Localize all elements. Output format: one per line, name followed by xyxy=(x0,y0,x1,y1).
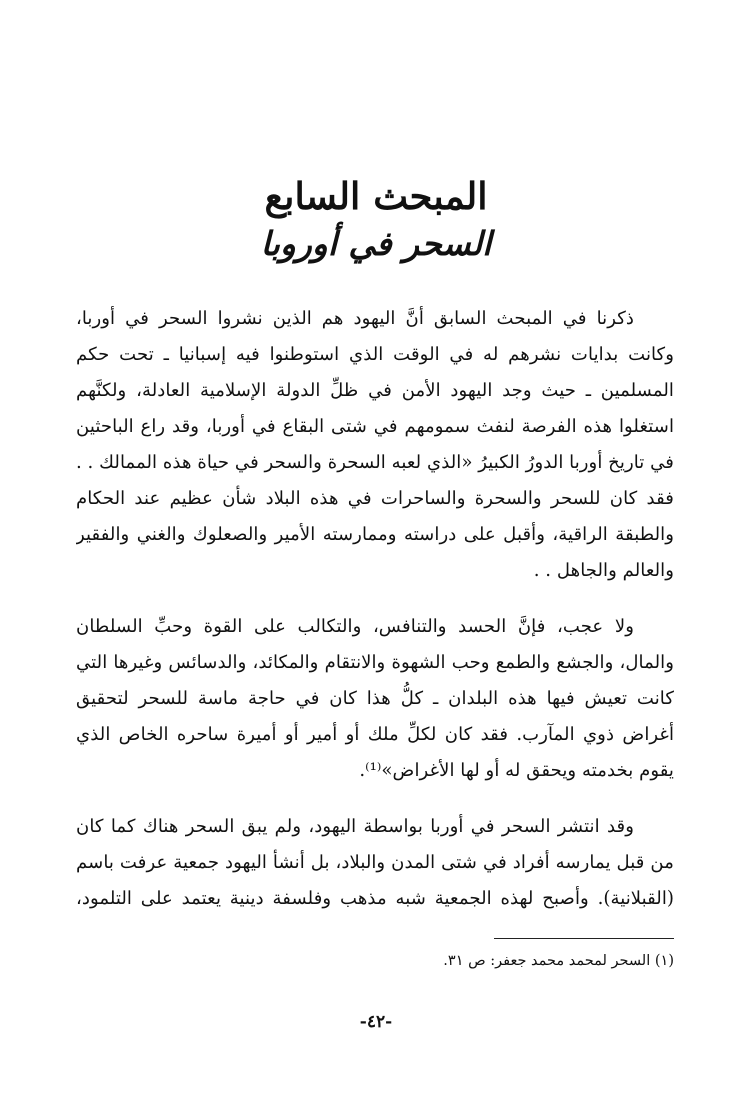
body-line: من قبل يمارسه أفراد في شتى المدن والبلاد، بل أنشأ اليهود جمعية عرفت باسم xyxy=(76,852,674,873)
page-number: -٤٢- xyxy=(359,1012,393,1032)
body-line: ذكرنا في المبحث السابق أنَّ اليهود هم الذين نشروا السحر في أوربا، xyxy=(76,308,634,329)
body-line: أغراض ذوي المآرب. فقد كان لكلِّ ملك أو أمير أو أميرة ساحره الخاص الذي xyxy=(76,724,674,745)
chapter-subtitle: السحر في أوروبا xyxy=(260,224,492,263)
body-line: والطبقة الراقية، وأقبل على دراسته وممارسته الأمير والصعلوك والغني والفقير xyxy=(76,524,674,545)
chapter-title: المبحث السابع xyxy=(264,174,488,218)
body-line: في تاريخ أوربا الدورُ الكبيرُ «الذي لعبه السحرة والسحر في حياة هذه الممالك . . xyxy=(76,452,674,473)
body-line: والعالم والجاهل . . xyxy=(533,560,674,581)
body-line: يقوم بخدمته ويحقق له أو لها الأغراض»⁽¹⁾. xyxy=(359,760,674,781)
body-line: فقد كان للسحر والسحرة والساحرات في هذه البلاد شأن عظيم عند الحكام xyxy=(76,488,674,509)
body-line: استغلوا هذه الفرصة لنفث سمومهم في شتى البقاع في أوربا، وقد راع الباحثين xyxy=(76,416,674,437)
body-line: (القبلانية). وأصبح لهذه الجمعية شبه مذهب وفلسفة دينية يعتمد على التلمود، xyxy=(76,888,674,909)
footnote-separator xyxy=(494,938,674,939)
body-line: ولا عجب، فإنَّ الحسد والتنافس، والتكالب على القوة وحبِّ السلطان xyxy=(76,616,634,637)
body-line: المسلمين ـ حيث وجد اليهود الأمن في ظلِّ الدولة الإسلامية العادلة، ولكنَّهم xyxy=(76,380,674,401)
body-line: كانت تعيش فيها هذه البلدان ـ كلُّ هذا كان في حاجة ماسة للسحر لتحقيق xyxy=(76,688,674,709)
body-line: وقد انتشر السحر في أوربا بواسطة اليهود، ولم يبق السحر هناك كما كان xyxy=(76,816,634,837)
body-line: والمال، والجشع والطمع وحب الشهوة والانتقام والمكائد، والدسائس وغيرها التي xyxy=(76,652,674,673)
body-line: وكانت بدايات نشرهم له في الوقت الذي استوطنوا فيه إسبانيا ـ تحت حكم xyxy=(76,344,674,365)
footnote: (١) السحر لمحمد محمد جعفر: ص ٣١. xyxy=(443,953,674,969)
